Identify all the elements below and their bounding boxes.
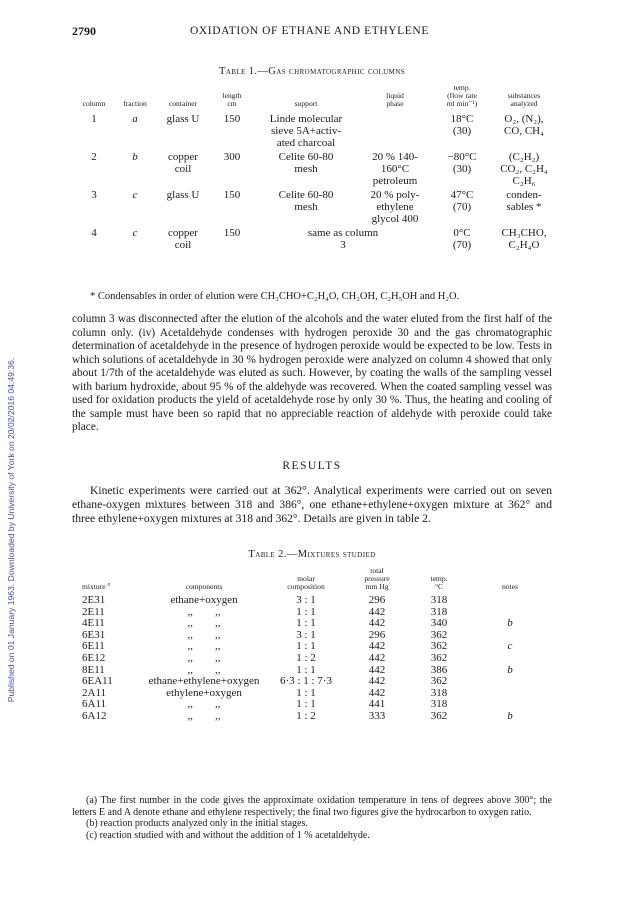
running-head: OXIDATION OF ETHANE AND ETHYLENE (190, 25, 429, 37)
table1-header-length: length cm (222, 91, 242, 108)
cell-fraction: b (132, 151, 138, 163)
cell-liquid: 20 % poly- ethylene glycol 400 (370, 189, 420, 225)
cell-mixture: 6E11 (82, 640, 105, 653)
cell-temp: 47°C (70) (450, 189, 474, 213)
cell-components: ,, ,, (187, 663, 221, 676)
cell-temp: 362 (430, 675, 448, 688)
table1-header-support: support (294, 99, 318, 108)
cell-container: copper coil (168, 151, 198, 175)
cell-pressure: 442 (368, 617, 386, 630)
cell-notes (470, 653, 550, 665)
cell-substances: (C₂H₂) CO₂, C₂H₄ C₂H₆ (500, 151, 548, 187)
cell-notes (470, 595, 550, 607)
cell-molar: 1 : 2 (296, 709, 316, 722)
table1-row (74, 225, 556, 251)
page-number: 2790 (72, 24, 96, 38)
cell-substances: O₂, (N₂), CO, CH₄ (504, 113, 544, 137)
cell-components: ethane+ethylene+oxygen (148, 675, 260, 688)
cell-molar: 3 : 1 (296, 594, 316, 606)
cell-fraction: c (132, 227, 138, 239)
table1-header-fraction: fraction (123, 99, 147, 108)
cell-molar: 3 : 1 (296, 628, 316, 641)
cell-fraction: a (132, 113, 138, 125)
publication-notice: Published on 01 January 1963. Downloaded by University of York on 20/02/2016 04:49:36. (6, 357, 16, 703)
cell-pressure: 296 (368, 594, 386, 606)
cell-length: 300 (223, 151, 241, 163)
cell-liquid: 20 % 140- 160°C petroleum (372, 151, 418, 187)
cell-mixture: 6A12 (82, 709, 107, 722)
cell-notes: b (507, 663, 513, 676)
cell-support: Linde molecular sieve 5A+activ- ated charcoal (269, 113, 343, 149)
cell-mixture: 8E11 (82, 663, 105, 676)
cell-components: ,, ,, (187, 709, 221, 722)
table1-row (74, 149, 556, 187)
table1-header-container: container (168, 99, 198, 108)
table2-note-b: (b) reaction products analyzed only in the initial stages. (86, 818, 308, 830)
cell-notes (470, 688, 550, 700)
cell-temp: 318 (430, 686, 448, 699)
table1-header-row (74, 84, 556, 113)
cell-notes: c (507, 640, 513, 653)
publication-sidebar (4, 150, 18, 703)
cell-pressure: 296 (368, 628, 386, 641)
cell-column: 4 (91, 227, 97, 239)
cell-substances: conden- sables * (506, 189, 542, 213)
table1-row (74, 113, 556, 149)
cell-pressure: 442 (368, 651, 386, 664)
section-heading-results: RESULTS (282, 460, 342, 472)
cell-support: Celite 60-80 mesh (278, 189, 334, 213)
table2-header-mixture: mixture $^a$ (82, 581, 111, 591)
cell-substances: CH₃CHO, C₂H₄O (501, 227, 547, 251)
cell-column: 1 (91, 113, 97, 125)
cell-container: glass U (166, 113, 200, 125)
table1-footnote: * Condensables in order of elution were CH₃CHO+C₂H₄O, CH₃OH, C₂H₅OH and H₂O. (90, 291, 460, 302)
table1-header-column: column (82, 99, 106, 108)
cell-mixture: 2E31 (82, 594, 106, 606)
table2-note-c: (c) reaction studied with and without the addition of 1 % acetaldehyde. (86, 829, 370, 841)
cell-temp: 18°C (30) (450, 113, 474, 137)
table2-header-notes: notes (501, 582, 519, 591)
table1-caption: Table 1.—Gas chromatographic columns (219, 66, 405, 77)
cell-molar: 1 : 1 (296, 698, 316, 711)
table2-header-temp: temp. °C (430, 574, 448, 591)
cell-notes: b (507, 709, 513, 722)
table2-row (80, 676, 550, 688)
cell-fraction: c (132, 189, 138, 201)
table2-row (80, 711, 550, 723)
table2-row (80, 595, 550, 607)
table2-note-a: (a) The first number in the code gives the approximate oxidation temperature in tens of degrees above 300°; the letters E and A denote ethane and ethylene respectively; the final two figures give the hydrocarbon to oxygen ratio. (72, 795, 552, 818)
cell-temp: 0°C (70) (452, 227, 472, 251)
cell-pressure: 441 (368, 698, 386, 711)
table2-header-pressure: total pressure mm Hg (364, 566, 390, 591)
cell-support: Celite 60-80 mesh (278, 151, 334, 175)
cell-pressure: 442 (368, 675, 386, 688)
cell-molar: 6·3 : 1 : 7·3 (280, 675, 332, 688)
table2-row (80, 653, 550, 665)
cell-container: glass U (166, 189, 200, 201)
cell-temp: 318 (430, 698, 448, 711)
cell-molar: 1 : 1 (296, 640, 316, 653)
table2-header-molar: molar composition (287, 574, 325, 591)
body-paragraph-1: column 3 was disconnected after the elution of the alcohols and the water eluted from the first half of the column only. (iv) Acetaldehyde condenses with hydrogen peroxide 30 and the gas chromatographic determination of acetaldehyde in the presence of hydrogen peroxide would be expected to be low. Tests in which solutions of acetaldehyde in 30 % hydrogen peroxide were analyzed on column 4 showed that only about 1/7th of the acetaldehyde was eluted as such. However, by coating the walls of the sampling vessel with barium hydroxide, about 95 % of the aldehyde was recovered. When the coated sampling vessel was used for oxidation products the yield of acetaldehyde rose by only 30 %. Thus, the heating and cooling of the sample must have been so rapid that no appreciable reaction of aldehyde with peroxide could take place. (72, 313, 552, 433)
cell-components: ,, ,, (187, 617, 221, 630)
cell-components: ethane+oxygen (170, 594, 238, 606)
cell-container: copper coil (168, 227, 198, 251)
cell-notes (470, 676, 550, 688)
cell-length: 150 (223, 227, 241, 239)
cell-pressure: 333 (368, 709, 386, 722)
table2 (80, 567, 550, 723)
cell-column: 2 (91, 151, 97, 163)
table2-header-components: components (185, 582, 223, 591)
cell-temp: 362 (430, 709, 448, 722)
cell-molar: 1 : 1 (296, 686, 316, 699)
table1-row (74, 187, 556, 225)
cell-pressure: 442 (368, 605, 386, 618)
cell-mixture: 4E11 (82, 617, 105, 630)
cell-mixture: 6A11 (82, 698, 107, 711)
cell-temp: 362 (430, 628, 448, 641)
cell-components: ethylene+oxygen (166, 686, 242, 699)
cell-components: ,, ,, (187, 605, 221, 618)
cell-molar: 1 : 1 (296, 605, 316, 618)
cell-pressure: 442 (368, 640, 386, 653)
cell-components: ,, ,, (187, 628, 221, 641)
cell-temp: −80°C (30) (447, 151, 477, 175)
table1 (74, 84, 556, 251)
table1-header-liquid: liquid phase (386, 91, 404, 108)
cell-molar: 1 : 1 (296, 617, 316, 630)
cell-temp: 318 (430, 605, 448, 618)
cell-length: 150 (223, 189, 241, 201)
cell-mixture: 6E12 (82, 651, 106, 664)
cell-notes: b (507, 617, 513, 630)
table2-header-row (80, 567, 550, 595)
cell-molar: 1 : 1 (296, 663, 316, 676)
cell-components: ,, ,, (187, 651, 221, 664)
cell-temp: 386 (430, 663, 448, 676)
cell-mixture: 6E31 (82, 628, 106, 641)
cell-support-span: same as column 3 (307, 227, 379, 251)
cell-temp: 318 (430, 594, 448, 606)
table2-notes (72, 795, 552, 841)
cell-temp: 362 (430, 651, 448, 664)
cell-molar: 1 : 2 (296, 651, 316, 664)
cell-mixture: 2A11 (82, 686, 107, 699)
cell-temp: 340 (430, 617, 448, 630)
cell-temp: 362 (430, 640, 448, 653)
cell-length: 150 (223, 113, 241, 125)
cell-liquid (358, 113, 432, 149)
cell-column: 3 (91, 189, 97, 201)
cell-mixture: 2E11 (82, 605, 105, 618)
table2-caption: Table 2.—Mixtures studied (248, 549, 376, 560)
table1-header-temp: temp. (flow rate ml min⁻¹) (446, 83, 478, 108)
cell-components: ,, ,, (187, 640, 221, 653)
cell-mixture: 6EA11 (82, 675, 113, 688)
body-paragraph-2: Kinetic experiments were carried out at 362°. Analytical experiments were carried out on seven ethane-oxygen mixtures between 318 and 386°, one ethane+ethylene+oxygen mixture at 362° and three ethylene+oxygen mixtures at 318 and 362°. Details are given in table 2. (72, 484, 552, 525)
table1-header-substances: substances analyzed (507, 91, 541, 108)
cell-components: ,, ,, (187, 698, 221, 711)
cell-pressure: 442 (368, 663, 386, 676)
cell-pressure: 442 (368, 686, 386, 699)
